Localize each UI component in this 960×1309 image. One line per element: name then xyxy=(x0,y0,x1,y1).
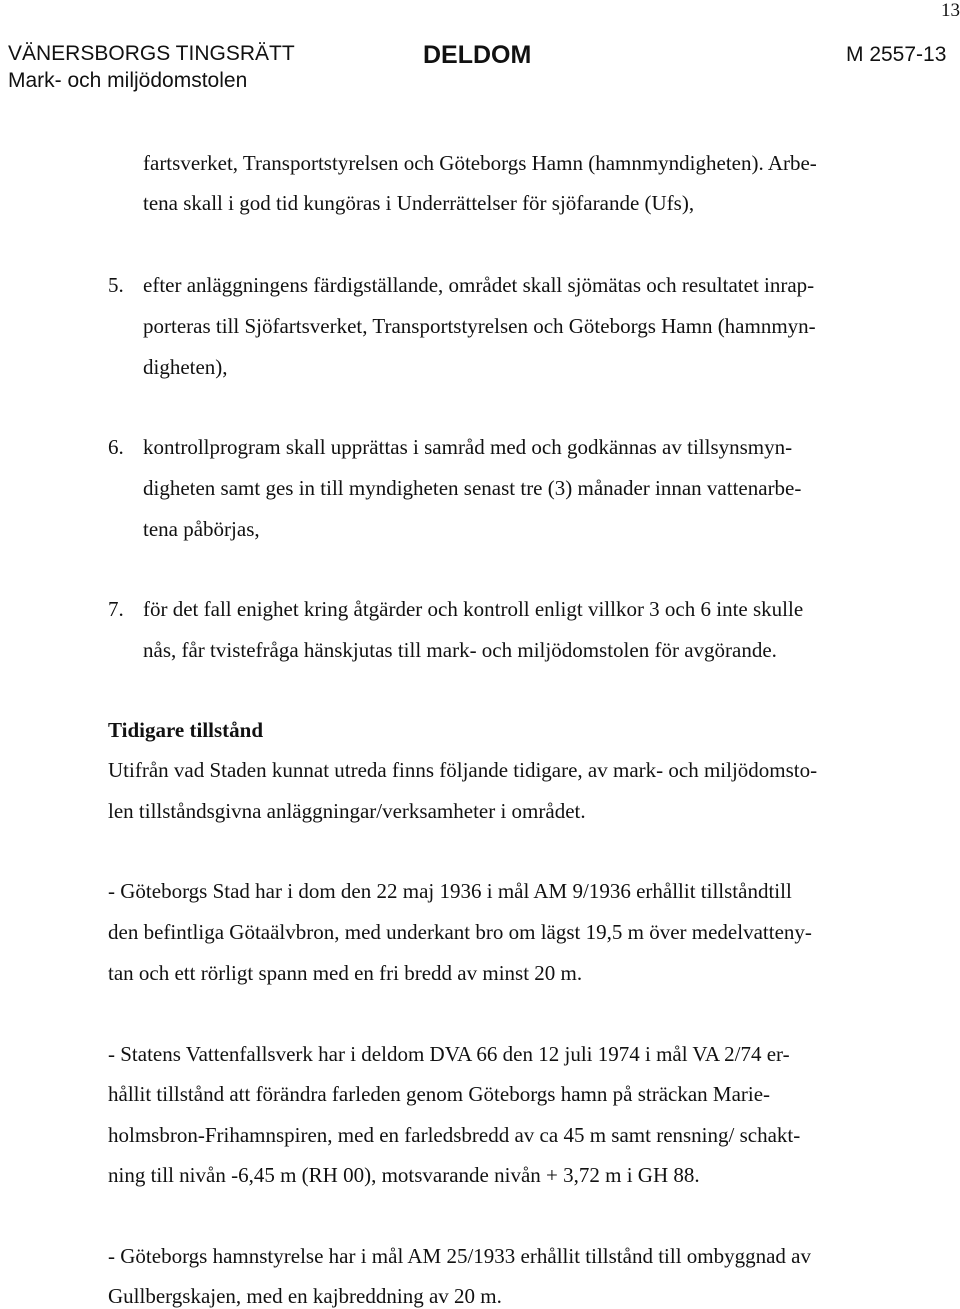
court-name: VÄNERSBORGS TINGSRÄTT xyxy=(8,42,295,65)
condition-number: 7. xyxy=(108,597,124,621)
section-intro-line: len tillståndsgivna anläggningar/verksamheter i området. xyxy=(108,799,586,823)
condition-number: 6. xyxy=(108,435,124,459)
condition-number: 5. xyxy=(108,273,124,297)
permit-item-line: Gullbergskajen, med en kajbreddning av 20 m. xyxy=(108,1284,502,1308)
court-department: Mark- och miljödomstolen xyxy=(8,69,248,92)
section-heading: Tidigare tillstånd xyxy=(108,718,264,742)
condition-line: digheten), xyxy=(143,355,228,379)
condition-line: för det fall enighet kring åtgärder och kontroll enligt villkor 3 och 6 inte skulle xyxy=(143,597,804,621)
permit-item-line: hållit tillstånd att förändra farleden genom Göteborgs hamn på sträckan Marie- xyxy=(108,1082,771,1106)
condition-line: kontrollprogram skall upprättas i samråd med och godkännas av tillsynsmyn- xyxy=(143,435,793,459)
page-number: 13 xyxy=(941,0,960,21)
condition-line: porteras till Sjöfartsverket, Transportstyrelsen och Göteborgs Hamn (hamnmyn- xyxy=(143,314,816,338)
body-line: tena skall i god tid kungöras i Underrättelser för sjöfarande (Ufs), xyxy=(143,191,695,215)
permit-item-line: tan och ett rörligt spann med en fri bredd av minst 20 m. xyxy=(108,961,583,985)
header-court-block xyxy=(8,40,295,94)
body-line: fartsverket, Transportstyrelsen och Göteborgs Hamn (hamnmyndigheten). Arbe- xyxy=(143,151,817,175)
permit-item-line: den befintliga Götaälvbron, med underkant bro om lägst 19,5 m över medelvatteny- xyxy=(108,920,812,944)
permit-item-line: holmsbron-Frihamnspiren, med en farledsbredd av ca 45 m samt rensning/ schakt- xyxy=(108,1123,801,1147)
section-intro-line: Utifrån vad Staden kunnat utreda finns följande tidigare, av mark- och miljödomsto- xyxy=(108,758,818,782)
permit-item-line: - Statens Vattenfallsverk har i deldom DVA 66 den 12 juli 1974 i mål VA 2/74 er- xyxy=(108,1042,790,1066)
permit-item-line: ning till nivån -6,45 m (RH 00), motsvarande nivån + 3,72 m i GH 88. xyxy=(108,1163,700,1187)
case-number: M 2557-13 xyxy=(846,43,947,66)
document-type: DELDOM xyxy=(423,41,532,69)
condition-line: tena påbörjas, xyxy=(143,517,260,541)
condition-line: digheten samt ges in till myndigheten senast tre (3) månader innan vattenarbe- xyxy=(143,476,802,500)
condition-line: nås, får tvistefråga hänskjutas till mark- och miljödomstolen för avgörande. xyxy=(143,638,777,662)
permit-item-line: - Göteborgs hamnstyrelse har i mål AM 25/1933 erhållit tillstånd till ombyggnad av xyxy=(108,1244,812,1268)
condition-line: efter anläggningens färdigställande, området skall sjömätas och resultatet inrap- xyxy=(143,273,815,297)
permit-item-line: - Göteborgs Stad har i dom den 22 maj 1936 i mål AM 9/1936 erhållit tillståndtill xyxy=(108,879,792,903)
